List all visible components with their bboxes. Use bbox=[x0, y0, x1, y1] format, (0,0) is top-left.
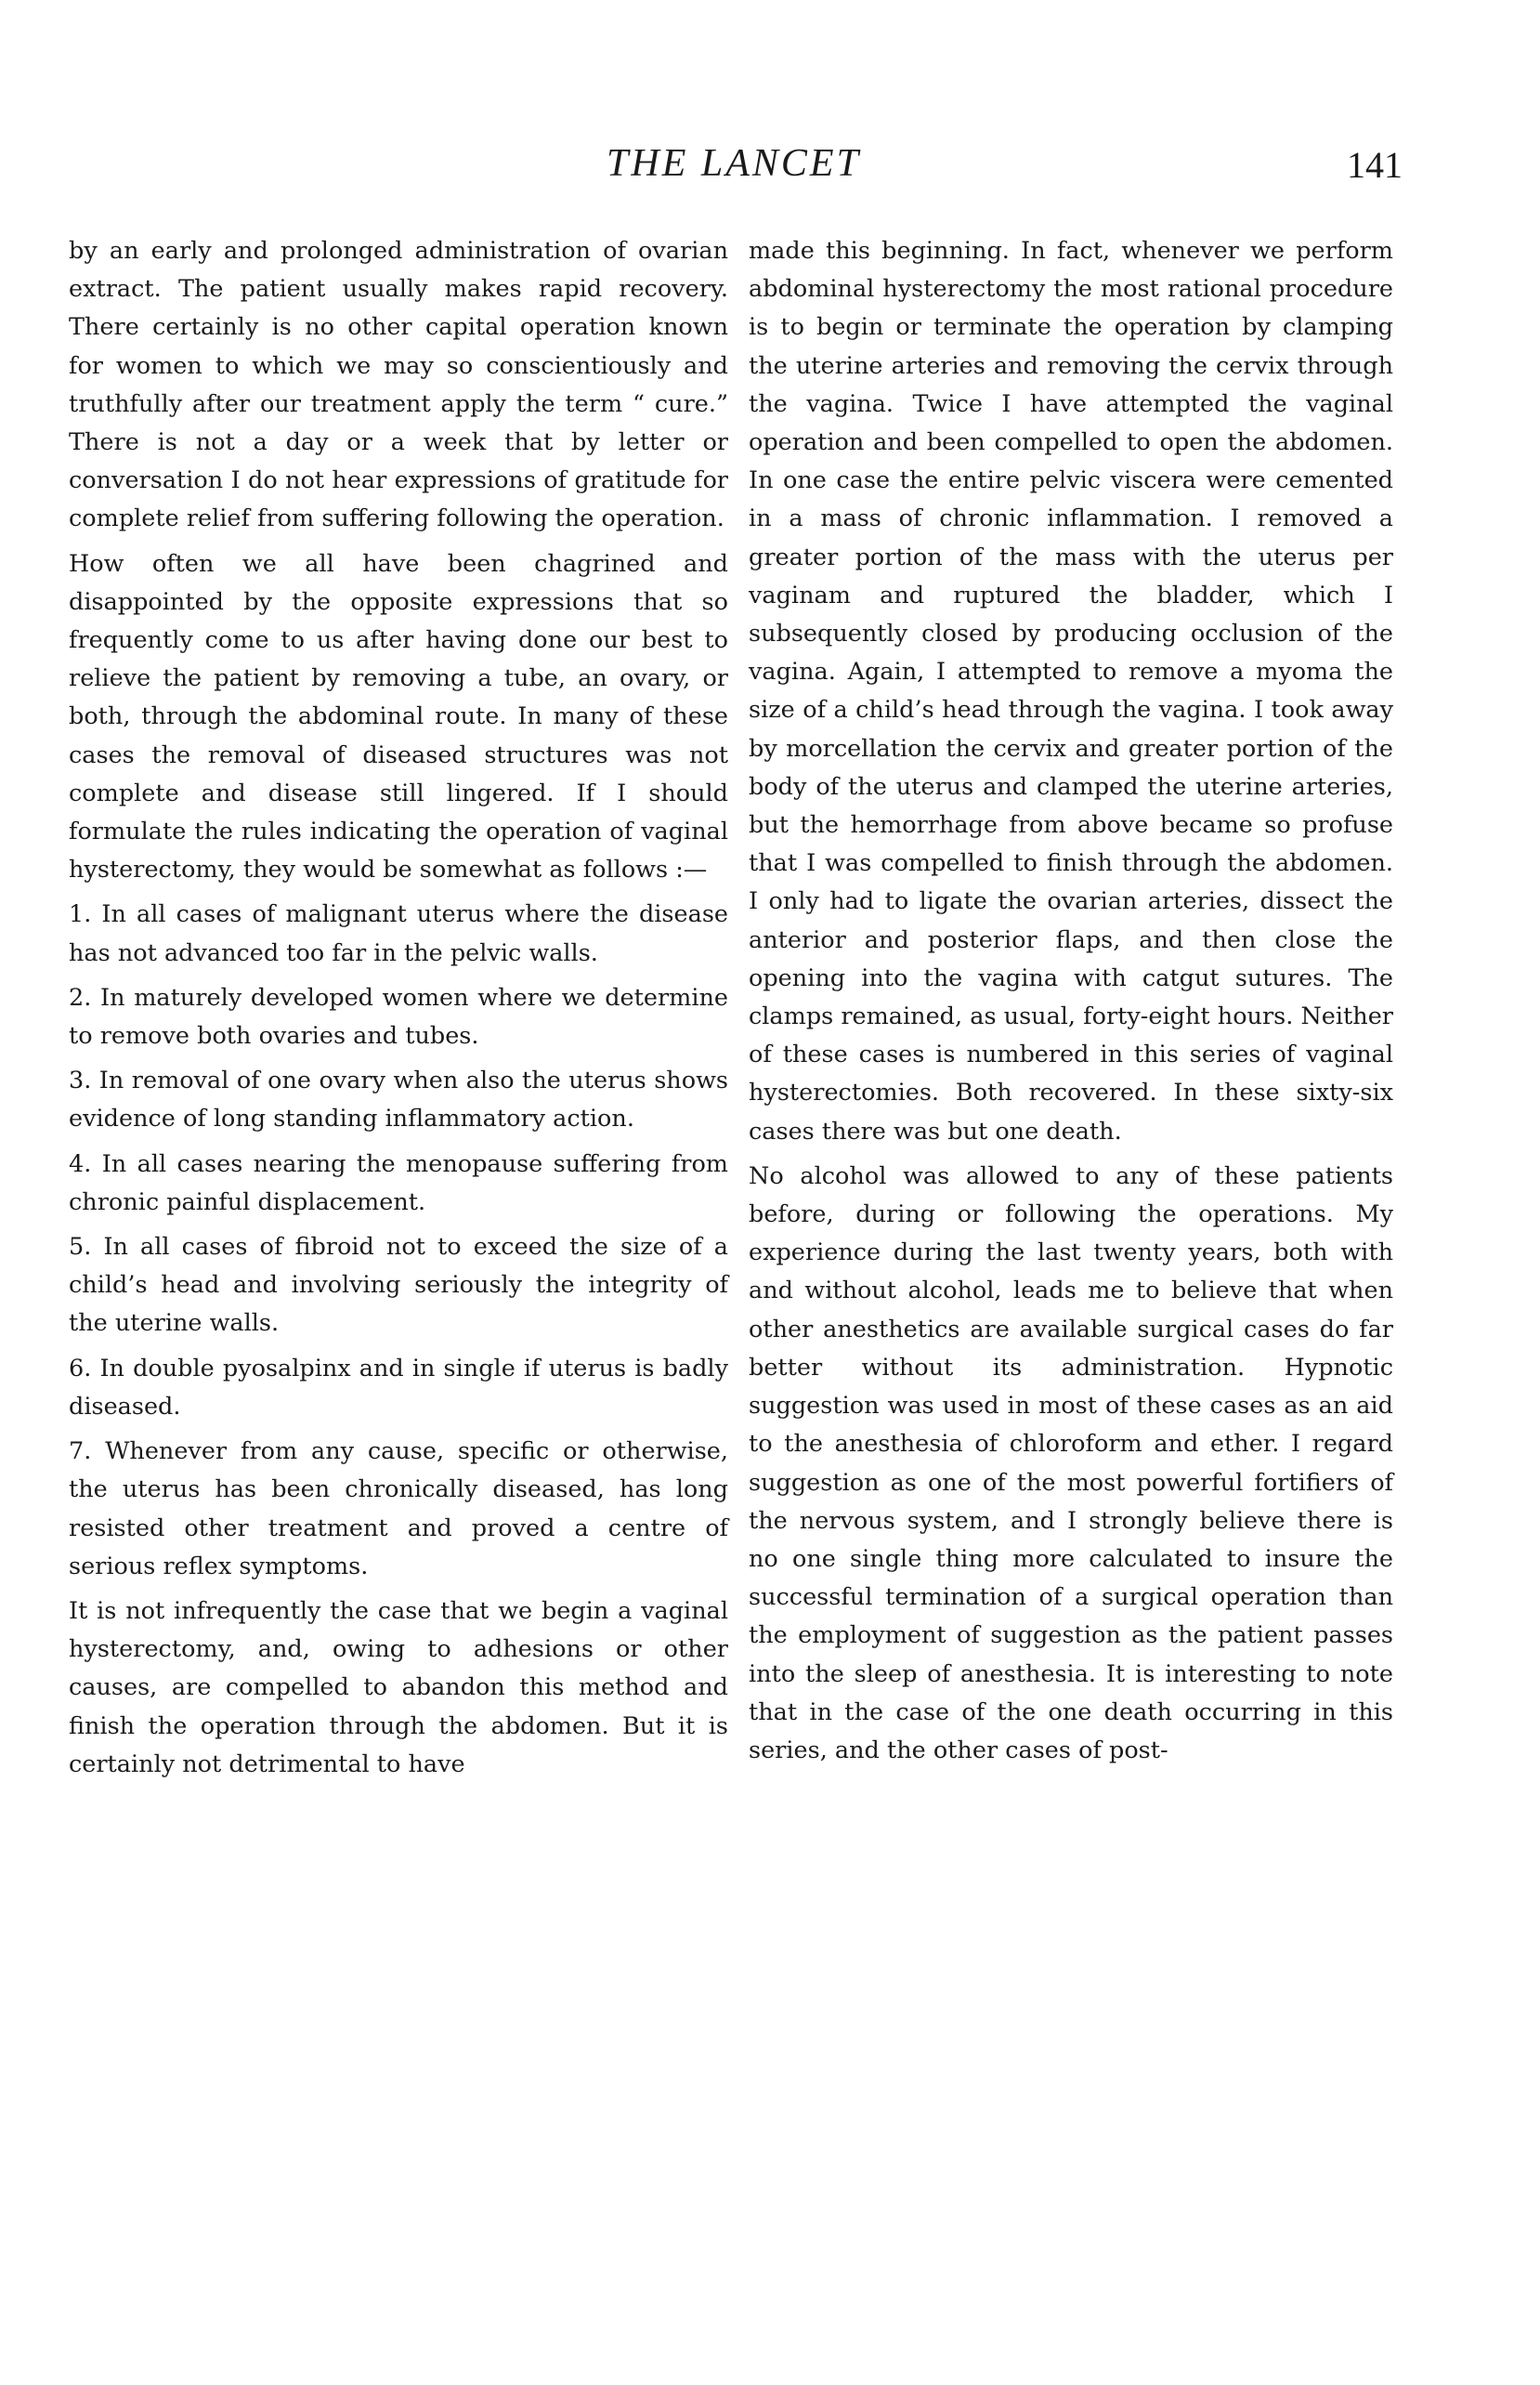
list-item: 6. In double pyosalpinx and in single if uterus is badly diseased. bbox=[69, 1354, 728, 1421]
running-title: THE LANCET bbox=[607, 142, 861, 185]
paragraph: by an early and prolonged administration of ovarian extract. The patient usually makes rapid recovery. There certainly is no other capital operation known for women to which we may so conscientiously and truthfully after our treatment apply the term “ cure.” There is not a day or a week that by letter or conversation I do not hear expressions of gratitude for complete relief from suffering following the operation. bbox=[69, 237, 728, 533]
list-item: 7. Whenever from any cause, specific or otherwise, the uterus has been chronically diseased, has long resisted other treatment and proved a centre of serious reflex symptoms. bbox=[69, 1437, 728, 1580]
list-item: 1. In all cases of malignant uterus where the disease has not advanced too far in the pelvic walls. bbox=[69, 900, 728, 967]
page-header bbox=[0, 141, 1540, 197]
page-number: 141 bbox=[1347, 144, 1403, 186]
right-column bbox=[749, 232, 1393, 1776]
list-item: 2. In maturely developed women where we determine to remove both ovaries and tubes. bbox=[69, 983, 728, 1051]
list-item: 3. In removal of one ovary when also the uterus shows evidence of long standing inflammatory action. bbox=[69, 1067, 728, 1134]
paragraph: It is not infrequently the case that we begin a vaginal hysterectomy, and, owing to adhesions or other causes, are compelled to abandon this method and finish the operation through the abdomen. But it is certainly not detrimental to have bbox=[69, 1596, 728, 1778]
paragraph: How often we all have been chagrined and disappointed by the opposite expressions that so frequently come to us after having done our best to relieve the patient by removing a tube, an ovary, or both, through the abdominal route. In many of these cases the removal of diseased structures was not complete and disease still lingered. If I should formulate the rules indicating the operation of vaginal hysterectomy, they would be somewhat as follows :— bbox=[69, 549, 728, 885]
paragraph: made this beginning. In fact, whenever we perform abdominal hysterectomy the most rational procedure is to begin or terminate the operation by clamping the uterine arteries and removing the cervix through the vagina. Twice I have attempted the vaginal operation and been compelled to open the abdomen. In one case the entire pelvic viscera were cemented in a mass of chronic inflammation. I removed a greater portion of the mass with the uterus per vaginam and ruptured the bladder, which I subsequently closed by producing occlusion of the vagina. Again, I attempted to remove a myoma the size of a child’s head through the vagina. I took away by morcellation the cervix and greater portion of the body of the uterus and clamped the uterine arteries, but the hemorrhage from above became so profuse that I was compelled to finish through the abdomen. I only had to ligate the ovarian arteries, dissect the anterior and posterior flaps, and then close the opening into the vagina with catgut sutures. The clamps remained, as usual, forty-eight hours. Neither of these cases is numbered in this series of vaginal hysterectomies. Both recovered. In these sixty-six cases there was but one death. bbox=[749, 237, 1393, 1146]
paragraph: No alcohol was allowed to any of these patients before, during or following the operations. My experience during the last twenty years, both with and without alcohol, leads me to believe that when other anesthetics are available surgical cases do far better without its administration. Hypnotic suggestion was used in most of these cases as an aid to the anesthesia of chloroform and ether. I regard suggestion as one of the most powerful fortifiers of the nervous system, and I strongly believe there is no one single thing more calculated to insure the successful termination of a surgical operation than the employment of suggestion as the patient passes into the sleep of anesthesia. It is interesting to note that in the case of the one death occurring in this series, and the other cases of post- bbox=[749, 1161, 1393, 1764]
list-item: 5. In all cases of fibroid not to exceed the size of a child’s head and involving seriously the integrity of the uterine walls. bbox=[69, 1233, 728, 1338]
list-item: 4. In all cases nearing the menopause suffering from chronic painful displacement. bbox=[69, 1149, 728, 1216]
left-column bbox=[69, 232, 728, 1790]
